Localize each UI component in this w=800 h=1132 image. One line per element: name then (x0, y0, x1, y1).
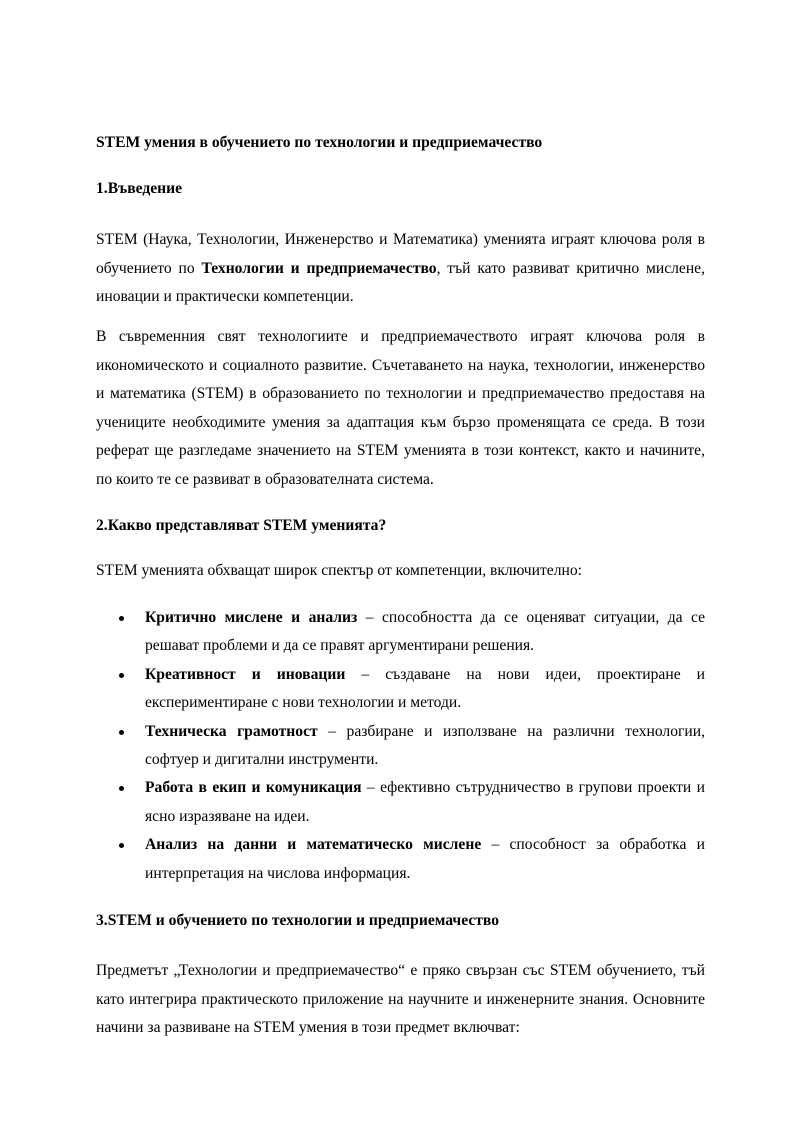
skill-description: – способност за обработка и интерпретация на числова информация. (145, 836, 705, 882)
skill-term: Креативност и иновации (145, 665, 346, 683)
skill-term: Анализ на данни и математическо мислене (145, 836, 482, 854)
bullet-icon (119, 673, 124, 678)
list-item (96, 718, 705, 775)
intro-paragraph-1-bold: Технологии и предприемачество (201, 259, 437, 277)
bullet-icon (119, 730, 124, 735)
list-item (96, 604, 705, 661)
document-title: STEM умения в обучението по технологии и предприемачество (96, 134, 543, 151)
skill-description: – разбиране и използване на различни технологии, софтуер и дигитални инструменти. (145, 722, 705, 769)
skill-term: Работа в екип и комуникация (145, 779, 362, 797)
skill-description: – ефективно сътрудничество в групови проекти и ясно изразяване на идеи. (145, 779, 705, 825)
list-item (96, 831, 705, 888)
skill-term: Техническа грамотност (145, 722, 318, 740)
skill-term: Критично мислене и анализ (145, 609, 358, 626)
section-heading-what-are-stem-skills: 2.Какво представляват STEM уменията? (96, 517, 387, 534)
skills-list (96, 604, 705, 888)
skill-description: – способността да се оценяват ситуации, да се решават проблеми и да се правят аргументирани решения. (145, 609, 706, 655)
bullet-icon (119, 786, 124, 791)
list-item (96, 774, 705, 831)
skills-intro: STEM уменията обхващат широк спектър от компетенции, включително: (96, 562, 582, 579)
intro-paragraph-2: В съвременния свят технологиите и предприемачеството играят ключова роля в икономическото и социалното развитие. Съчетаването на наука, технологии, инженерство и математика (STEM) в образованието по технологии и предприемачество предоставя на учениците необходимите умения за адаптация към бързо променящата се среда. В този реферат ще разгледаме значението на STEM уменията в този контекст, както и начините, по които те се развиват в образователната система. (96, 328, 705, 488)
section-3-paragraph: Предметът „Технологии и предприемачество“ е пряко свързан със STEM обучението, тъй като интегрира практическото приложение на научните и инженерните знания. Основните начини за развиване на STEM умения в този предмет включват: (96, 962, 705, 1037)
intro-paragraph-1 (96, 226, 705, 312)
bullet-icon (119, 616, 124, 621)
intro-paragraph-1-start: STEM (Наука, Технологии, Инженерство и Математика) уменията играят ключова роля в обучението по (96, 231, 705, 277)
intro-paragraph-1-end: , тъй като развиват критично мислене, иновации и практически компетенции. (96, 259, 705, 306)
skill-description: – създаване на нови идеи, проектиране и експериментиране с нови технологии и методи. (145, 665, 705, 712)
list-item (96, 661, 705, 718)
section-heading-stem-and-education: 3.STEM и обучението по технологии и предприемачество (96, 912, 500, 929)
bullet-icon (119, 843, 124, 848)
section-heading-introduction: 1.Въведение (96, 180, 183, 197)
